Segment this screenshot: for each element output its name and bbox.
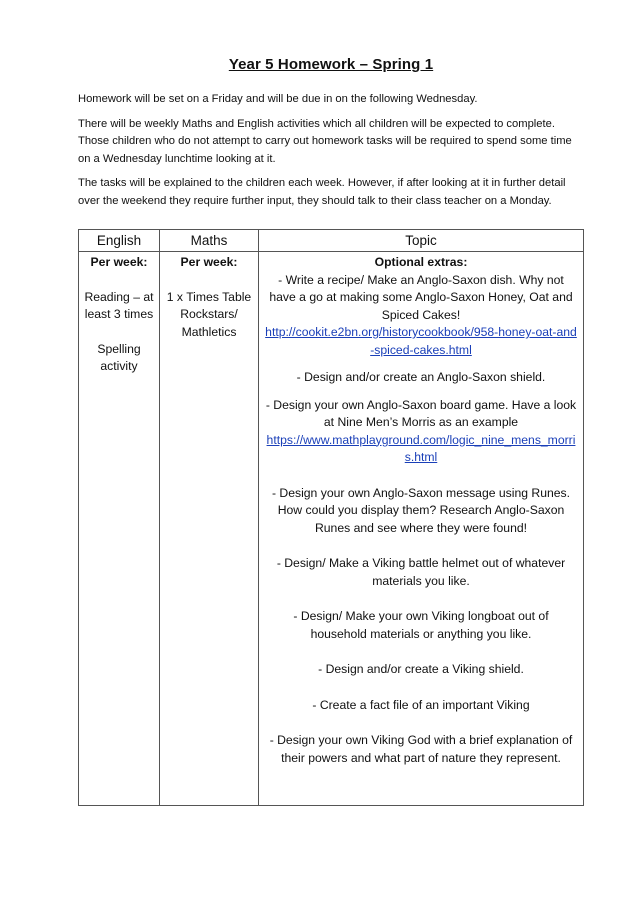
topic-item-text: - Design/ Make your own Viking longboat out of household materials or anything you like.: [293, 609, 549, 641]
topic-item-viking-helmet: [259, 555, 583, 590]
header-english: English: [79, 230, 160, 252]
topic-heading: Optional extras:: [374, 255, 468, 269]
topic-item-text: - Write a recipe/ Make an Anglo-Saxon dish. Why not have a go at making some Anglo-Saxon Honey, Oat and Spiced Cakes!: [269, 272, 573, 322]
table-body-row: [79, 252, 584, 806]
topic-item-text: - Create a fact file of an important Viking: [312, 697, 530, 712]
english-cell: [79, 252, 160, 806]
board-game-link[interactable]: https://www.mathplayground.com/logic_nine_mens_morris.html: [266, 432, 576, 464]
document-title: Year 5 Homework – Spring 1: [228, 56, 434, 73]
maths-cell: [160, 252, 259, 806]
topic-item-text: - Design and/or create an Anglo-Saxon shield.: [296, 370, 546, 384]
homework-table: [78, 229, 584, 806]
topic-item-text: - Design and/or create a Viking shield.: [318, 662, 524, 676]
maths-item-times-tables: 1 x Times Table Rockstars/ Mathletics: [166, 289, 252, 339]
maths-heading: Per week:: [180, 255, 238, 269]
topic-item-fact-file: [259, 697, 583, 715]
document-page: [78, 56, 584, 217]
topic-item-longboat: [259, 608, 583, 643]
english-item-spelling: Spelling activity: [97, 341, 141, 373]
topic-item-runes: [259, 485, 583, 538]
topic-item-text: - Design your own Viking God with a brief explanation of their powers and what part of nature they represent.: [269, 733, 573, 765]
intro-paragraph-2: There will be weekly Maths and English activities which all children will be expected to complete. Those children who do not attempt to carry out homework tasks will be required to spend some time on a Wednesday lunchtime looking at it.: [78, 117, 572, 165]
topic-item-viking-god: [259, 732, 583, 767]
header-topic: Topic: [259, 230, 584, 252]
topic-cell: [259, 252, 584, 806]
english-heading: Per week:: [90, 255, 148, 269]
intro-paragraph-3: The tasks will be explained to the children each week. However, if after looking at it in further detail over the weekend they require further input, they should talk to their class teacher on a Monday.: [78, 177, 566, 207]
topic-item-viking-shield: [259, 661, 583, 679]
intro-paragraph-1: Homework will be set on a Friday and will be due in on the following Wednesday.: [78, 93, 478, 105]
topic-item-anglo-saxon-shield: [259, 369, 583, 387]
topic-item-text: - Design your own Anglo-Saxon message using Runes. How could you display them? Research Anglo-Saxon Runes and see where they were found!: [271, 485, 571, 535]
header-maths: Maths: [160, 230, 259, 252]
topic-item-text: - Design/ Make a Viking battle helmet out of whatever materials you like.: [276, 556, 566, 588]
topic-item-board-game: [259, 397, 583, 467]
topic-item-text: - Design your own Anglo-Saxon board game. Have a look at Nine Men’s Morris as an example: [265, 397, 577, 429]
recipe-link[interactable]: http://cookit.e2bn.org/historycookbook/958-honey-oat-and-spiced-cakes.html: [265, 325, 577, 357]
topic-item-recipe: [259, 272, 583, 360]
table-header-row: [79, 230, 584, 252]
english-item-reading: Reading – at least 3 times: [84, 289, 154, 321]
